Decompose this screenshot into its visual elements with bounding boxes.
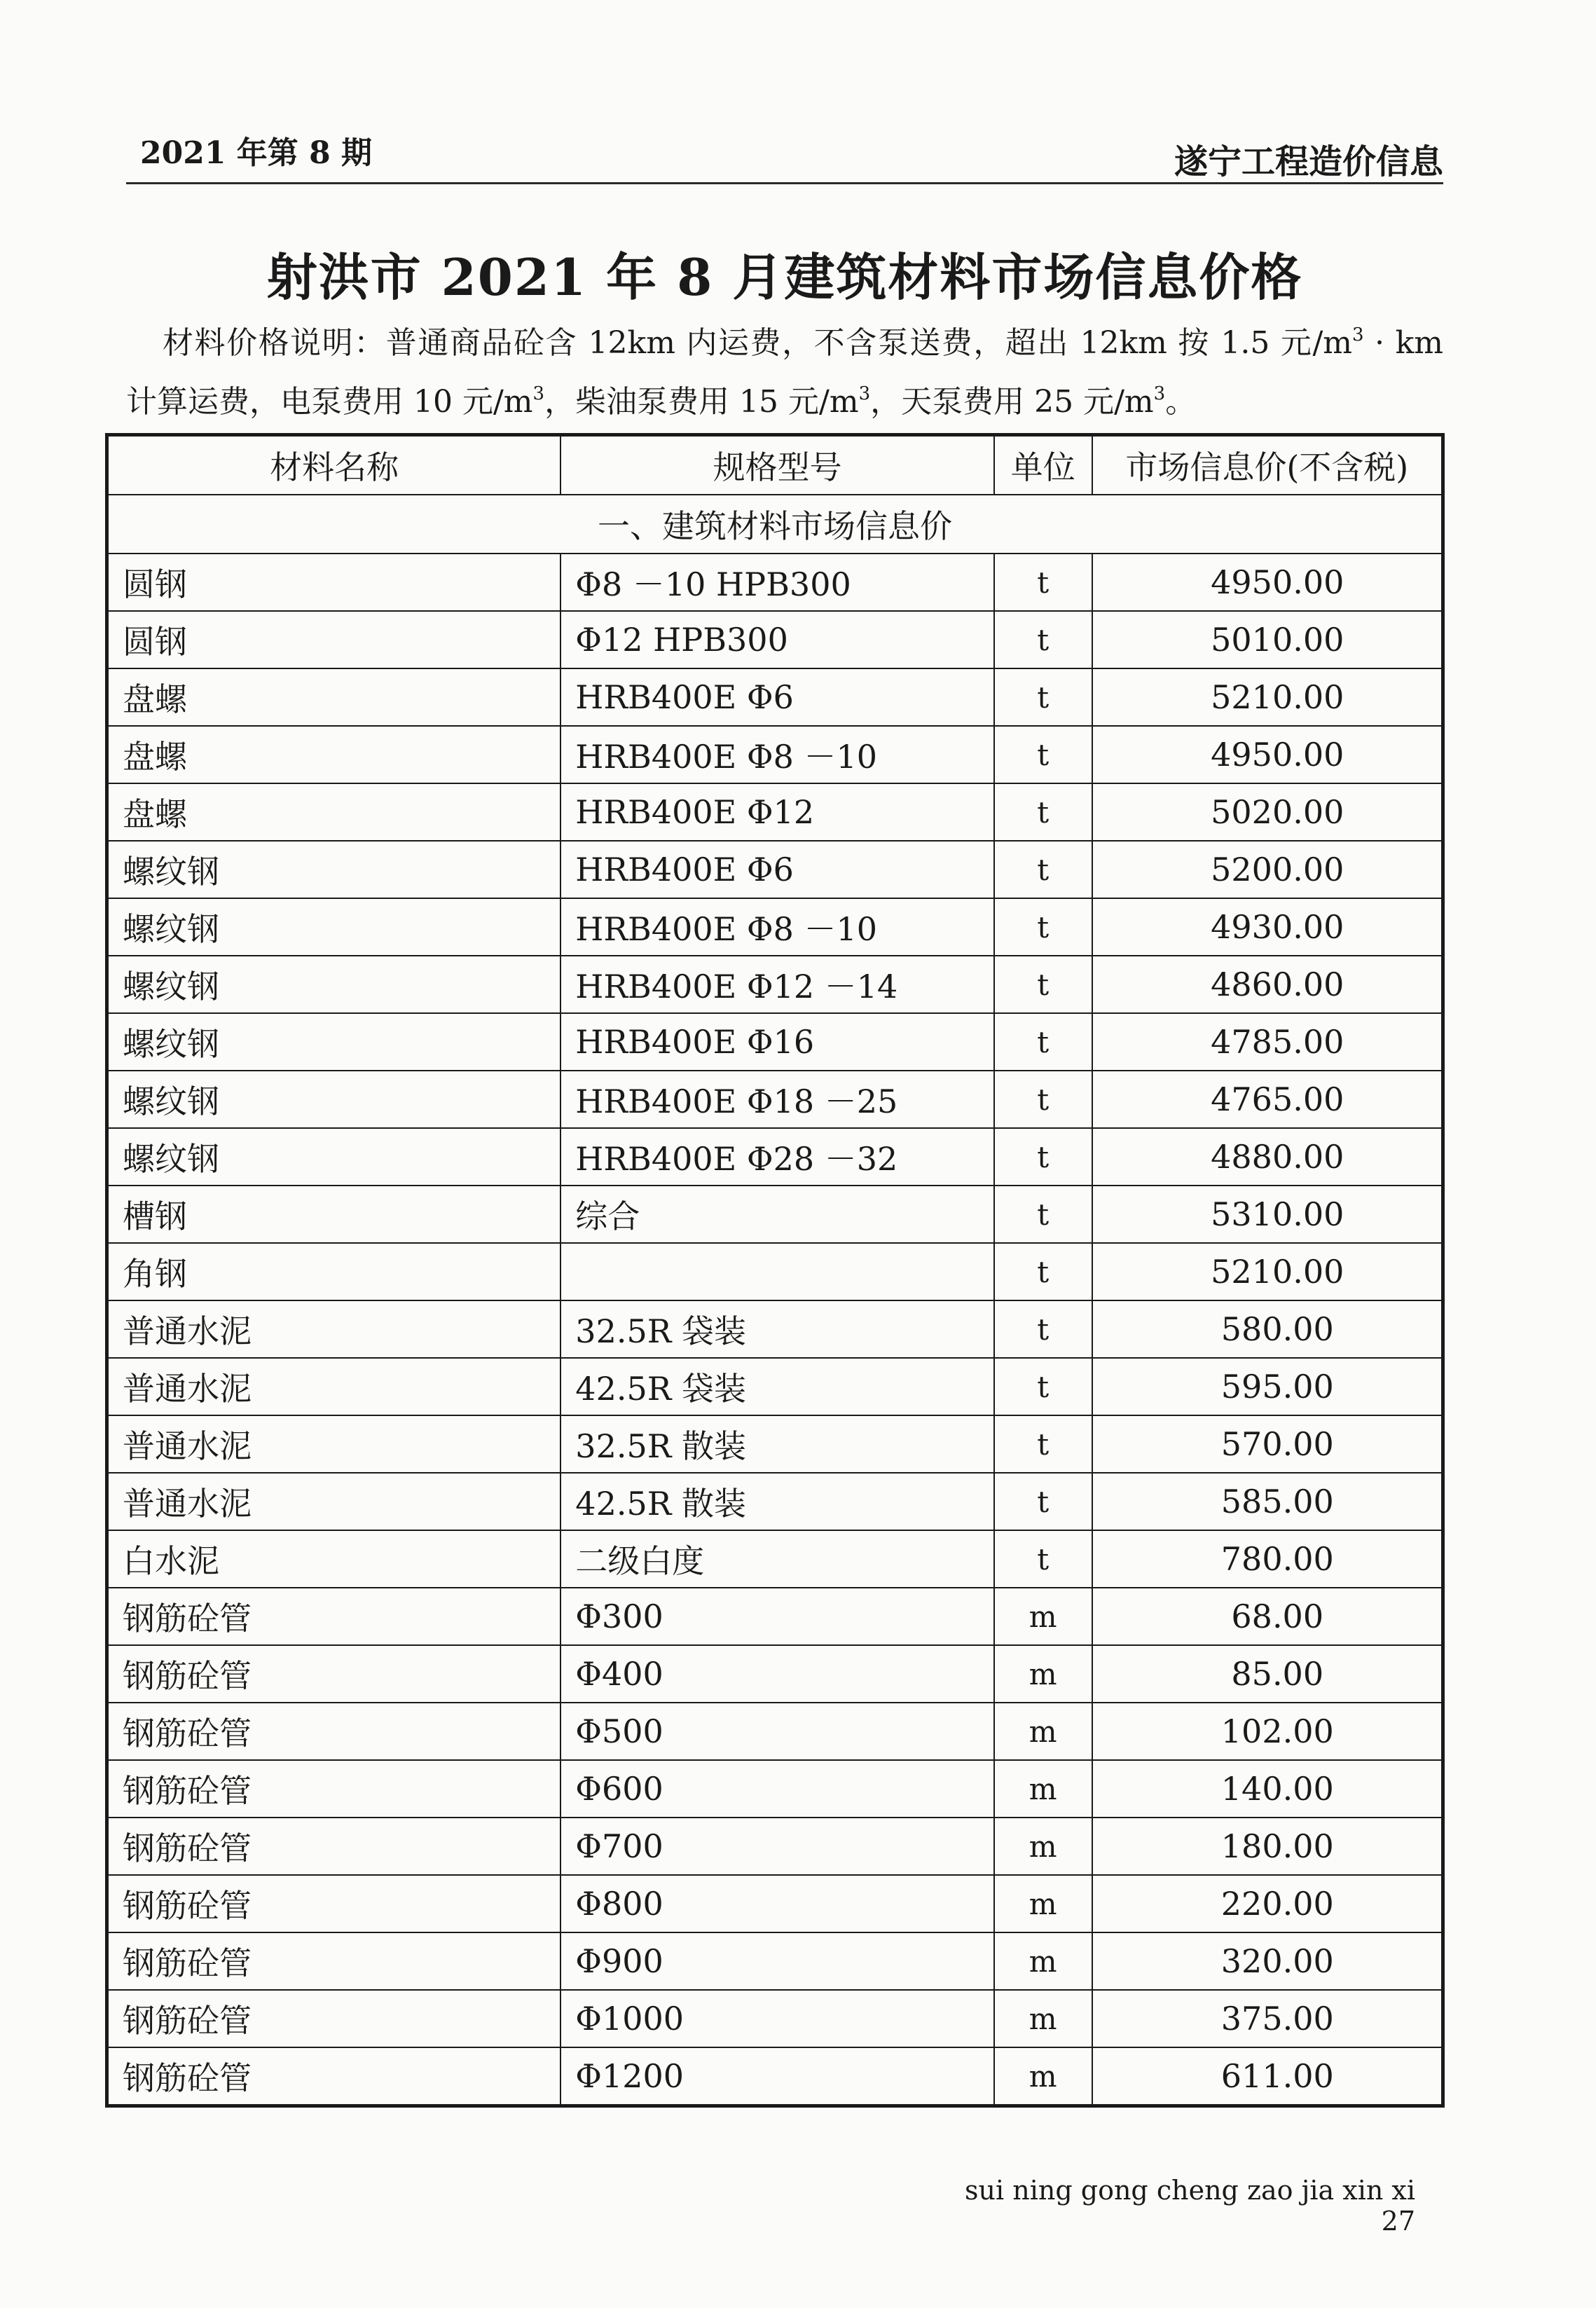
material-name-cell: 钢筋砼管 [107, 1932, 561, 1990]
table-row [107, 1588, 1443, 1645]
unit-cell: t [994, 1128, 1092, 1186]
price-cell: 595.00 [1092, 1358, 1443, 1415]
unit-cell: m [994, 1588, 1092, 1645]
table-row [107, 783, 1443, 841]
note-text: 材料价格说明：普通商品砼含 12km 内运费，不含泵送费，超出 12km 按 1.5 元/m [163, 325, 1353, 361]
spec-cell: 32.5R 袋装 [560, 1300, 994, 1358]
table-row [107, 1243, 1443, 1300]
table-row [107, 726, 1443, 783]
spec-cell: Φ1000 [560, 1990, 994, 2047]
note-text: ，天泵费用 25 元/m [870, 384, 1154, 420]
price-table [105, 433, 1445, 2108]
material-name-cell: 槽钢 [107, 1186, 561, 1243]
unit-cell: m [994, 1818, 1092, 1875]
spec-cell: Φ300 [560, 1588, 994, 1645]
table-row [107, 1071, 1443, 1128]
unit-cell: m [994, 1932, 1092, 1990]
table-row [107, 668, 1443, 726]
table-row [107, 2047, 1443, 2106]
note-text: · km 计算运费，电泵费用 10 元/m [126, 325, 1444, 420]
spec-cell: HRB400E Φ12 [560, 783, 994, 841]
price-cell: 4765.00 [1092, 1071, 1443, 1128]
price-note [126, 314, 1443, 432]
table-row [107, 956, 1443, 1013]
price-cell: 4785.00 [1092, 1013, 1443, 1071]
unit-cell: t [994, 726, 1092, 783]
price-cell: 140.00 [1092, 1760, 1443, 1818]
table-row [107, 1128, 1443, 1186]
material-name-cell: 圆钢 [107, 611, 561, 668]
note-text: 。 [1165, 384, 1197, 420]
material-name-cell: 白水泥 [107, 1530, 561, 1588]
unit-cell: t [994, 1473, 1092, 1530]
material-name-cell: 钢筋砼管 [107, 1645, 561, 1703]
spec-cell: Φ12 HPB300 [560, 611, 994, 668]
material-name-cell: 角钢 [107, 1243, 561, 1300]
unit-cell: m [994, 1645, 1092, 1703]
price-cell: 102.00 [1092, 1703, 1443, 1760]
material-name-cell: 螺纹钢 [107, 898, 561, 956]
section-row [107, 495, 1443, 554]
table-row [107, 1415, 1443, 1473]
spec-cell: 二级白度 [560, 1530, 994, 1588]
table-row [107, 1875, 1443, 1932]
unit-cell: t [994, 554, 1092, 611]
unit-cell: t [994, 898, 1092, 956]
material-name-cell: 钢筋砼管 [107, 1703, 561, 1760]
price-cell: 180.00 [1092, 1818, 1443, 1875]
table-row [107, 1703, 1443, 1760]
price-cell: 570.00 [1092, 1415, 1443, 1473]
table-row [107, 1300, 1443, 1358]
spec-cell: HRB400E Φ8 －10 [560, 898, 994, 956]
unit-cell: m [994, 2047, 1092, 2106]
material-name-cell: 钢筋砼管 [107, 1760, 561, 1818]
section-title: 一、建筑材料市场信息价 [107, 495, 1443, 554]
price-cell: 68.00 [1092, 1588, 1443, 1645]
note-superscript: 3 [858, 383, 871, 404]
material-name-cell: 盘螺 [107, 668, 561, 726]
material-name-cell: 螺纹钢 [107, 1071, 561, 1128]
unit-cell: m [994, 1990, 1092, 2047]
unit-cell: t [994, 611, 1092, 668]
material-name-cell: 盘螺 [107, 726, 561, 783]
unit-cell: t [994, 1415, 1092, 1473]
price-cell: 4930.00 [1092, 898, 1443, 956]
unit-cell: m [994, 1760, 1092, 1818]
material-name-cell: 螺纹钢 [107, 956, 561, 1013]
price-cell: 5210.00 [1092, 1243, 1443, 1300]
unit-cell: t [994, 668, 1092, 726]
column-header-price: 市场信息价(不含税) [1092, 435, 1443, 495]
material-name-cell: 普通水泥 [107, 1415, 561, 1473]
unit-cell: t [994, 1530, 1092, 1588]
material-name-cell: 普通水泥 [107, 1358, 561, 1415]
note-superscript: 3 [532, 383, 545, 404]
price-cell: 5200.00 [1092, 841, 1443, 898]
price-cell: 611.00 [1092, 2047, 1443, 2106]
unit-cell: t [994, 1071, 1092, 1128]
spec-cell: HRB400E Φ12 －14 [560, 956, 994, 1013]
price-cell: 375.00 [1092, 1990, 1443, 2047]
price-cell: 85.00 [1092, 1645, 1443, 1703]
page-footer: sui ning gong cheng zao jia xin xi 27 [965, 2175, 1415, 2237]
note-superscript: 3 [1352, 324, 1364, 345]
table-row [107, 898, 1443, 956]
price-cell: 780.00 [1092, 1530, 1443, 1588]
table-row [107, 611, 1443, 668]
unit-cell: t [994, 1300, 1092, 1358]
price-cell: 580.00 [1092, 1300, 1443, 1358]
note-superscript: 3 [1153, 383, 1166, 404]
table-row [107, 1013, 1443, 1071]
unit-cell: t [994, 783, 1092, 841]
material-name-cell: 普通水泥 [107, 1300, 561, 1358]
material-name-cell: 螺纹钢 [107, 1128, 561, 1186]
spec-cell: 42.5R 散装 [560, 1473, 994, 1530]
unit-cell: m [994, 1875, 1092, 1932]
price-cell: 5210.00 [1092, 668, 1443, 726]
material-name-cell: 盘螺 [107, 783, 561, 841]
unit-cell: t [994, 1186, 1092, 1243]
spec-cell: HRB400E Φ16 [560, 1013, 994, 1071]
column-header-name: 材料名称 [107, 435, 561, 495]
spec-cell: HRB400E Φ8 －10 [560, 726, 994, 783]
spec-cell [560, 1243, 994, 1300]
material-name-cell: 钢筋砼管 [107, 1588, 561, 1645]
table-row [107, 1530, 1443, 1588]
spec-cell: Φ600 [560, 1760, 994, 1818]
material-name-cell: 螺纹钢 [107, 841, 561, 898]
price-cell: 4950.00 [1092, 554, 1443, 611]
column-header-unit: 单位 [994, 435, 1092, 495]
material-name-cell: 钢筋砼管 [107, 2047, 561, 2106]
material-name-cell: 圆钢 [107, 554, 561, 611]
spec-cell: Φ500 [560, 1703, 994, 1760]
table-row [107, 1473, 1443, 1530]
material-name-cell: 螺纹钢 [107, 1013, 561, 1071]
price-cell: 585.00 [1092, 1473, 1443, 1530]
spec-cell: HRB400E Φ28 －32 [560, 1128, 994, 1186]
spec-cell: HRB400E Φ18 －25 [560, 1071, 994, 1128]
spec-cell: Φ900 [560, 1932, 994, 1990]
spec-cell: Φ8 －10 HPB300 [560, 554, 994, 611]
unit-cell: t [994, 841, 1092, 898]
price-cell: 320.00 [1092, 1932, 1443, 1990]
price-cell: 4950.00 [1092, 726, 1443, 783]
issue-label: 2021 年第 8 期 [140, 135, 373, 171]
material-name-cell: 普通水泥 [107, 1473, 561, 1530]
table-row [107, 1818, 1443, 1875]
spec-cell: Φ400 [560, 1645, 994, 1703]
table-row [107, 1186, 1443, 1243]
table-row [107, 1932, 1443, 1990]
spec-cell: 42.5R 袋装 [560, 1358, 994, 1415]
material-name-cell: 钢筋砼管 [107, 1818, 561, 1875]
price-cell: 5010.00 [1092, 611, 1443, 668]
price-cell: 4860.00 [1092, 956, 1443, 1013]
page-header [126, 119, 1443, 184]
table-row [107, 554, 1443, 611]
table-row [107, 1990, 1443, 2047]
unit-cell: m [994, 1703, 1092, 1760]
price-cell: 5020.00 [1092, 783, 1443, 841]
spec-cell: Φ1200 [560, 2047, 994, 2106]
material-name-cell: 钢筋砼管 [107, 1875, 561, 1932]
unit-cell: t [994, 956, 1092, 1013]
table-row [107, 1645, 1443, 1703]
table-row [107, 841, 1443, 898]
unit-cell: t [994, 1013, 1092, 1071]
spec-cell: HRB400E Φ6 [560, 668, 994, 726]
column-header-spec: 规格型号 [560, 435, 994, 495]
journal-name: 遂宁工程造价信息 [1174, 142, 1443, 181]
spec-cell: Φ800 [560, 1875, 994, 1932]
spec-cell: Φ700 [560, 1818, 994, 1875]
spec-cell: 32.5R 散装 [560, 1415, 994, 1473]
note-text: ，柴油泵费用 15 元/m [544, 384, 859, 420]
table-body [107, 495, 1443, 2106]
price-cell: 4880.00 [1092, 1128, 1443, 1186]
page-title: 射洪市 2021 年 8 月建筑材料市场信息价格 [266, 247, 1303, 307]
price-cell: 220.00 [1092, 1875, 1443, 1932]
table-header-row [107, 435, 1443, 495]
spec-cell: 综合 [560, 1186, 994, 1243]
table-row [107, 1760, 1443, 1818]
material-name-cell: 钢筋砼管 [107, 1990, 561, 2047]
unit-cell: t [994, 1243, 1092, 1300]
unit-cell: t [994, 1358, 1092, 1415]
spec-cell: HRB400E Φ6 [560, 841, 994, 898]
table-row [107, 1358, 1443, 1415]
price-cell: 5310.00 [1092, 1186, 1443, 1243]
